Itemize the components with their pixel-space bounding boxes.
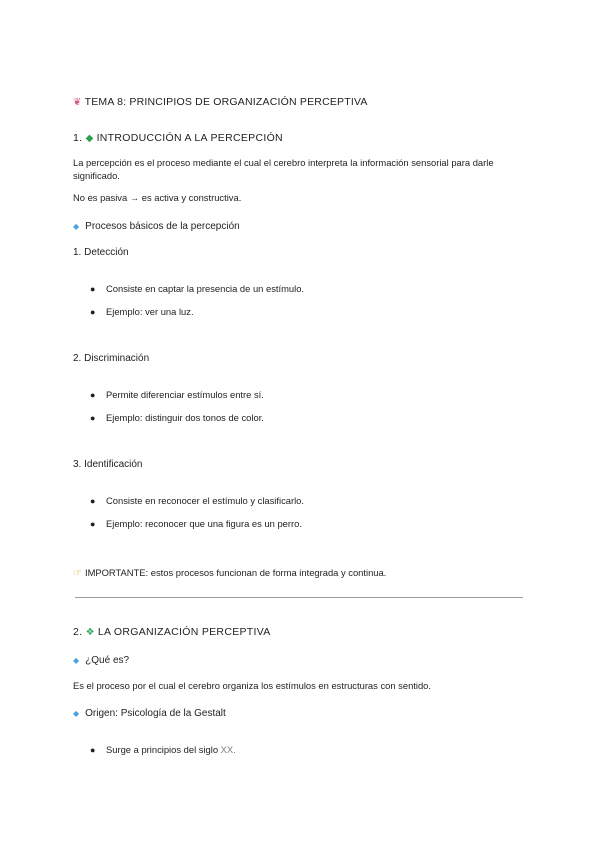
item-title: 2. Discriminación [73, 353, 150, 364]
item-title: 3. Identificación [73, 459, 143, 470]
subheading-processes: ◆ Procesos básicos de la percepción [73, 221, 240, 232]
section-1-heading: 1. ◆ INTRODUCCIÓN A LA PERCEPCIÓN [73, 132, 283, 144]
blue-diamond-icon: ◆ [73, 222, 80, 231]
blue-diamond-icon: ◆ [73, 656, 80, 665]
intro-paragraph: La percepción es el proceso mediante el cual el cerebro interpreta la información sensorial para darle significado. [73, 157, 494, 181]
bullet-dot: ● [90, 307, 96, 317]
bullet-dot: ● [90, 284, 96, 294]
bullet-dot: ● [90, 413, 96, 423]
bullet-dot: ● [90, 745, 96, 755]
list-item: ● Permite diferenciar estímulos entre sí. [90, 389, 264, 400]
puzzle-icon: ❖ [85, 627, 95, 638]
blue-diamond-icon: ◆ [73, 709, 80, 718]
definition-paragraph: Es el proceso por el cual el cerebro organiza los estímulos en estructuras con sentido. [73, 680, 431, 691]
beginner-icon: ◆ [85, 133, 94, 144]
important-note: ☞ IMPORTANTE: estos procesos funcionan de forma integrada y continua. [73, 567, 387, 579]
item-title: 1. Detección [73, 247, 129, 258]
subheading-what-is: ◆ ¿Qué es? [73, 655, 130, 666]
pointing-hand-icon: ☞ [73, 568, 82, 579]
section-2-heading: 2. ❖ LA ORGANIZACIÓN PERCEPTIVA [73, 626, 271, 638]
list-item: ● Ejemplo: ver una luz. [90, 306, 194, 317]
subheading-origin: ◆ Origen: Psicología de la Gestalt [73, 708, 226, 719]
intro-paragraph-2: No es pasiva → es activa y constructiva. [73, 192, 242, 203]
bullet-dot: ● [90, 519, 96, 529]
list-item: ● Ejemplo: reconocer que una figura es un perro. [90, 518, 302, 529]
list-item: ● Surge a principios del siglo XX. [90, 744, 236, 755]
list-item: ● Consiste en captar la presencia de un estímulo. [90, 283, 305, 294]
section-divider [75, 597, 523, 598]
bullet-dot: ● [90, 390, 96, 400]
document-title: ❦ TEMA 8: PRINCIPIOS DE ORGANIZACIÓN PERCEPTIVA [73, 96, 368, 108]
list-item: ● Ejemplo: distinguir dos tonos de color. [90, 412, 264, 423]
bullet-dot: ● [90, 496, 96, 506]
brain-icon: ❦ [73, 97, 82, 108]
list-item: ● Consiste en reconocer el estímulo y clasificarlo. [90, 495, 305, 506]
